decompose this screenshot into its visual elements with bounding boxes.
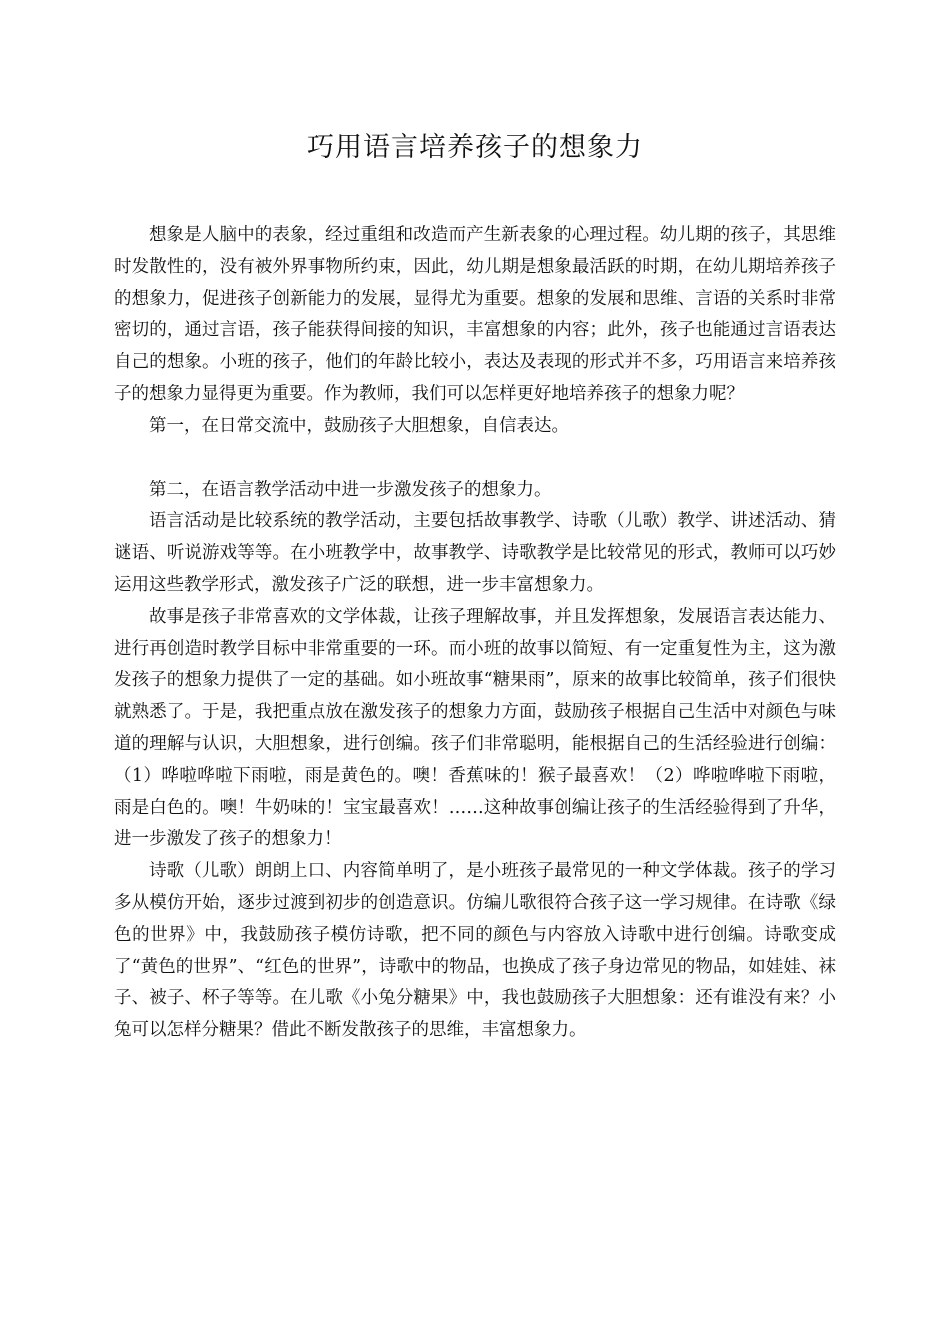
paragraph-intro: 想象是人脑中的表象，经过重组和改造而产生新表象的心理过程。幼儿期的孩子，其思维时发散性的，没有被外界事物所约束，因此，幼儿期是想象最活跃的时期，在幼儿期培养孩子的想象力，促进孩子创新能力的发展，显得尤为重要。想象的发展和思维、言语的关系时非常密切的，通过言语，孩子能获得间接的知识，丰富想象的内容；此外，孩子也能通过言语表达自己的想象。小班的孩子，他们的年龄比较小，表达及表现的形式并不多，巧用语言来培养孩子的想象力显得更为重要。作为教师，我们可以怎样更好地培养孩子的想象力呢？ <box>114 225 836 404</box>
paragraph-story-teaching: 故事是孩子非常喜欢的文学体裁，让孩子理解故事，并且发挥想象，发展语言表达能力、进行再创造时教学目标中非常重要的一环。而小班的故事以简短、有一定重复性为主，这为激发孩子的想象力提供了一定的基础。如小班故事“糖果雨”，原来的故事比较简单，孩子们很快就熟悉了。于是，我把重点放在激发孩子的想象力方面，鼓励孩子根据自己生活中对颜色与味道的理解与认识，大胆想象，进行创编。孩子们非常聪明，能根据自己的生活经验进行创编：（1）哗啦哗啦下雨啦，雨是黄色的。噢！香蕉味的！猴子最喜欢！（2）哗啦哗啦下雨啦，雨是白色的。噢！牛奶味的！宝宝最喜欢！……这种故事创编让孩子的生活经验得到了升华，进一步激发了孩子的想象力！ <box>114 606 836 850</box>
document-title: 巧用语言培养孩子的想象力 <box>307 132 643 163</box>
paragraph-language-activities: 语言活动是比较系统的教学活动，主要包括故事教学、诗歌（儿歌）教学、讲述活动、猜谜语、听说游戏等等。在小班教学中，故事教学、诗歌教学是比较常见的形式，教师可以巧妙运用这些教学形式，激发孩子广泛的联想，进一步丰富想象力。 <box>114 511 836 595</box>
paragraph-poetry-teaching: 诗歌（儿歌）朗朗上口、内容简单明了，是小班孩子最常见的一种文学体裁。孩子的学习多从模仿开始，逐步过渡到初步的创造意识。仿编儿歌很符合孩子这一学习规律。在诗歌《绿色的世界》中，我鼓励孩子模仿诗歌，把不同的颜色与内容放入诗歌中进行创编。诗歌变成了“黄色的世界”、“红色的世界”，诗歌中的物品，也换成了孩子身边常见的物品，如娃娃、袜子、被子、杯子等等。在儿歌《小兔分糖果》中，我也鼓励孩子大胆想象：还有谁没有来？小兔可以怎样分糖果？借此不断发散孩子的思维，丰富想象力。 <box>114 861 836 1041</box>
paragraph-point-one: 第一，在日常交流中，鼓励孩子大胆想象，自信表达。 <box>149 415 569 436</box>
document-body <box>114 220 836 1047</box>
paragraph-point-two: 第二，在语言教学活动中进一步激发孩子的想象力。 <box>149 479 552 500</box>
blank-line <box>114 443 836 475</box>
